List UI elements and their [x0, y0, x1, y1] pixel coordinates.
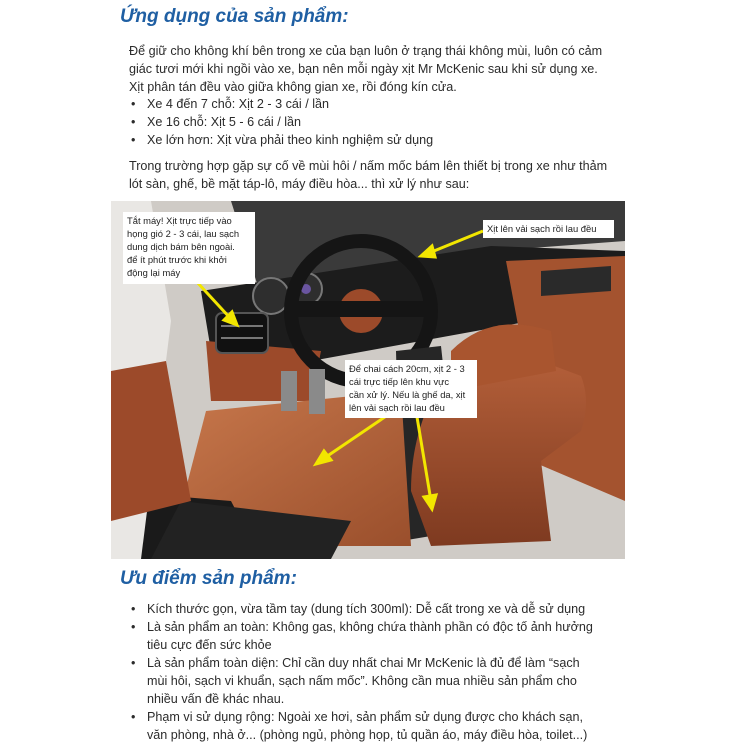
advantage-line: • Là sản phẩm toàn diện: Chỉ cần duy nhất chai Mr McKenic là đủ để làm “sạch	[147, 656, 580, 670]
advantage-item	[129, 618, 619, 654]
advantage-line: văn phòng, nhà ở... (phòng ngủ, phòng họp, tủ quần áo, máy điều hòa, toilet...)	[147, 728, 588, 742]
advantage-line: nhiều vấn đề khác nhau.	[147, 692, 285, 706]
advantage-line: • Kích thước gọn, vừa tầm tay (dung tích 300ml): Dễ cất trong xe và dễ sử dụng	[147, 602, 586, 616]
car-interior-photo	[111, 201, 625, 559]
callout-seat-line: cái trực tiếp lên khu vực	[349, 376, 450, 387]
callout-vent-line: họng gió 2 - 3 cái, lau sạch	[127, 228, 240, 239]
intro-line: Để giữ cho không khí bên trong xe của bạn luôn ở trạng thái không mùi, luôn có cảm	[129, 44, 603, 58]
usage-heading: Ứng dụng của sản phẩm:	[120, 6, 349, 27]
callout-vent-line: động lại máy	[127, 267, 181, 278]
callout-seat-line: cần xử lý. Nếu là ghế da, xịt	[349, 389, 466, 400]
dosage-item: • Xe lớn hơn: Xịt vừa phải theo kinh nghiệm sử dụng	[129, 131, 619, 149]
callout-seat-line: lên vải sạch rồi lau đều	[349, 402, 445, 413]
advantage-line: • Là sản phẩm an toàn: Không gas, không chứa thành phần có độc tố ảnh hưởng	[147, 620, 593, 634]
advantages-heading: Ưu điểm sản phẩm:	[120, 568, 297, 589]
advantage-line: mùi hôi, sạch vi khuẩn, sạch nấm mốc”. Không cần mua nhiều sản phẩm cho	[147, 674, 577, 688]
intro-line: Xịt phân tán đều vào giữa không gian xe, rồi đóng kín cửa.	[129, 80, 457, 94]
dosage-item: • Xe 16 chỗ: Xịt 5 - 6 cái / lần	[129, 113, 619, 131]
advantage-item	[129, 654, 619, 708]
dosage-item: • Xe 4 đến 7 chỗ: Xịt 2 - 3 cái / lần	[129, 95, 619, 113]
problem-line: lót sàn, ghế, bề mặt táp-lô, máy điều hòa... thì xử lý như sau:	[129, 177, 470, 191]
callout-vent-line: dung dịch bám bên ngoài.	[127, 241, 235, 252]
callout-vent-line: Tắt máy! Xịt trực tiếp vào	[127, 215, 232, 226]
advantage-item	[129, 708, 619, 744]
problem-line: Trong trường hợp gặp sự cố về mùi hôi / nấm mốc bám lên thiết bị trong xe như thảm	[129, 159, 608, 173]
problem-text	[129, 157, 619, 193]
callout-seat-line: Để chai cách 20cm, xịt 2 - 3	[349, 363, 465, 374]
advantages-list	[129, 600, 619, 744]
intro-line: giác tươi mới khi ngồi vào xe, bạn nên mỗi ngày xịt Mr McKenic sau khi sử dụng xe.	[129, 62, 598, 76]
callout-seat	[345, 360, 477, 418]
dosage-list	[129, 95, 619, 149]
advantage-line: tiêu cực đến sức khỏe	[147, 638, 272, 652]
advantage-item	[129, 600, 619, 618]
advantage-line: • Phạm vi sử dụng rộng: Ngoài xe hơi, sản phẩm sử dụng được cho khách sạn,	[147, 710, 583, 724]
callout-dash: Xịt lên vải sạch rồi lau đều	[483, 220, 614, 238]
callout-vent-line: để ít phút trước khi khởi	[127, 254, 227, 265]
callout-vent	[123, 212, 255, 284]
usage-intro	[129, 42, 619, 96]
